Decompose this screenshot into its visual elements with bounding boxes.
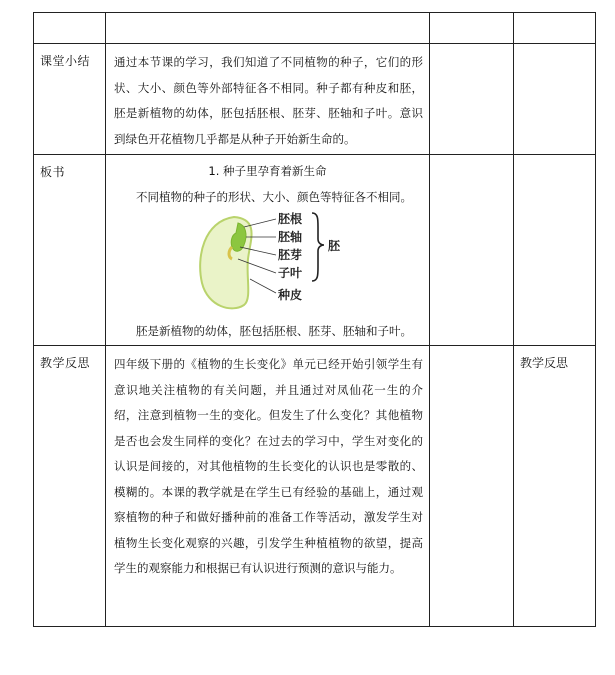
table-cell [430,13,514,44]
table-cell [106,44,430,155]
table-cell [514,346,596,627]
table-cell [34,44,106,155]
embryo-brace [312,213,324,281]
seed-structure-diagram [194,207,384,317]
table-row-empty [34,13,596,44]
table-row-summary [34,44,596,155]
lesson-plan-table [33,12,596,627]
blackboard-line-1: 不同植物的种子的形状、大小、颜色等特征各不相同。 [136,190,412,204]
blackboard-content [106,155,429,345]
label-radicle: 胚根 [278,212,303,226]
table-cell [34,155,106,346]
table-cell [430,44,514,155]
blackboard-label: 板书 [40,165,66,179]
label-plumule: 胚芽 [278,248,303,262]
table-cell [106,346,430,627]
label-hypocotyl: 胚轴 [278,230,303,244]
table-cell [514,13,596,44]
label-seed-coat: 种皮 [278,288,303,302]
table-cell [430,346,514,627]
table-cell [34,346,106,627]
summary-label: 课堂小结 [40,54,91,68]
table-cell [430,155,514,346]
reflection-label: 教学反思 [40,356,91,370]
reflection-text: 四年级下册的《植物的生长变化》单元已经开始引领学生有意识地关注植物的有关问题，并且通过对凤仙花一生的介绍，注意到植物一生的变化。但发生了什么变化？其他植物是否也会发生同样的变化？在过去的学习中，学生对变化的认识是间接的，对其他植物的生长变化的认识也是零散的、模糊的。本课的教学就是在学生已有经验的基础上，通过观察植物的种子和做好播种前的准备工作等活动，激发学生对植物生长变化观察的兴趣，引发学生种植植物的欲望，提高学生的观察能力和根据已有认识进行预测的意识与能力。 [114,357,423,575]
summary-text: 通过本节课的学习，我们知道了不同植物的种子，它们的形状、大小、颜色等外部特征各不相同。种子都有种皮和胚，胚是新植物的幼体，胚包括胚根、胚芽、胚轴和子叶。意识到绿色开花植物几乎都是从种子开始新生命的。 [114,55,423,146]
blackboard-title: 1. 种子里孕育着新生命 [208,164,327,178]
table-row-blackboard [34,155,596,346]
reflection-side-label: 教学反思 [520,356,569,370]
label-cotyledon: 子叶 [278,266,303,280]
table-cell [514,155,596,346]
table-cell [34,13,106,44]
table-cell [514,44,596,155]
table-cell [106,155,430,346]
table-row-reflection [34,346,596,627]
table-cell [106,13,430,44]
label-embryo: 胚 [328,239,341,253]
blackboard-line-2: 胚是新植物的幼体，胚包括胚根、胚芽、胚轴和子叶。 [136,324,412,338]
